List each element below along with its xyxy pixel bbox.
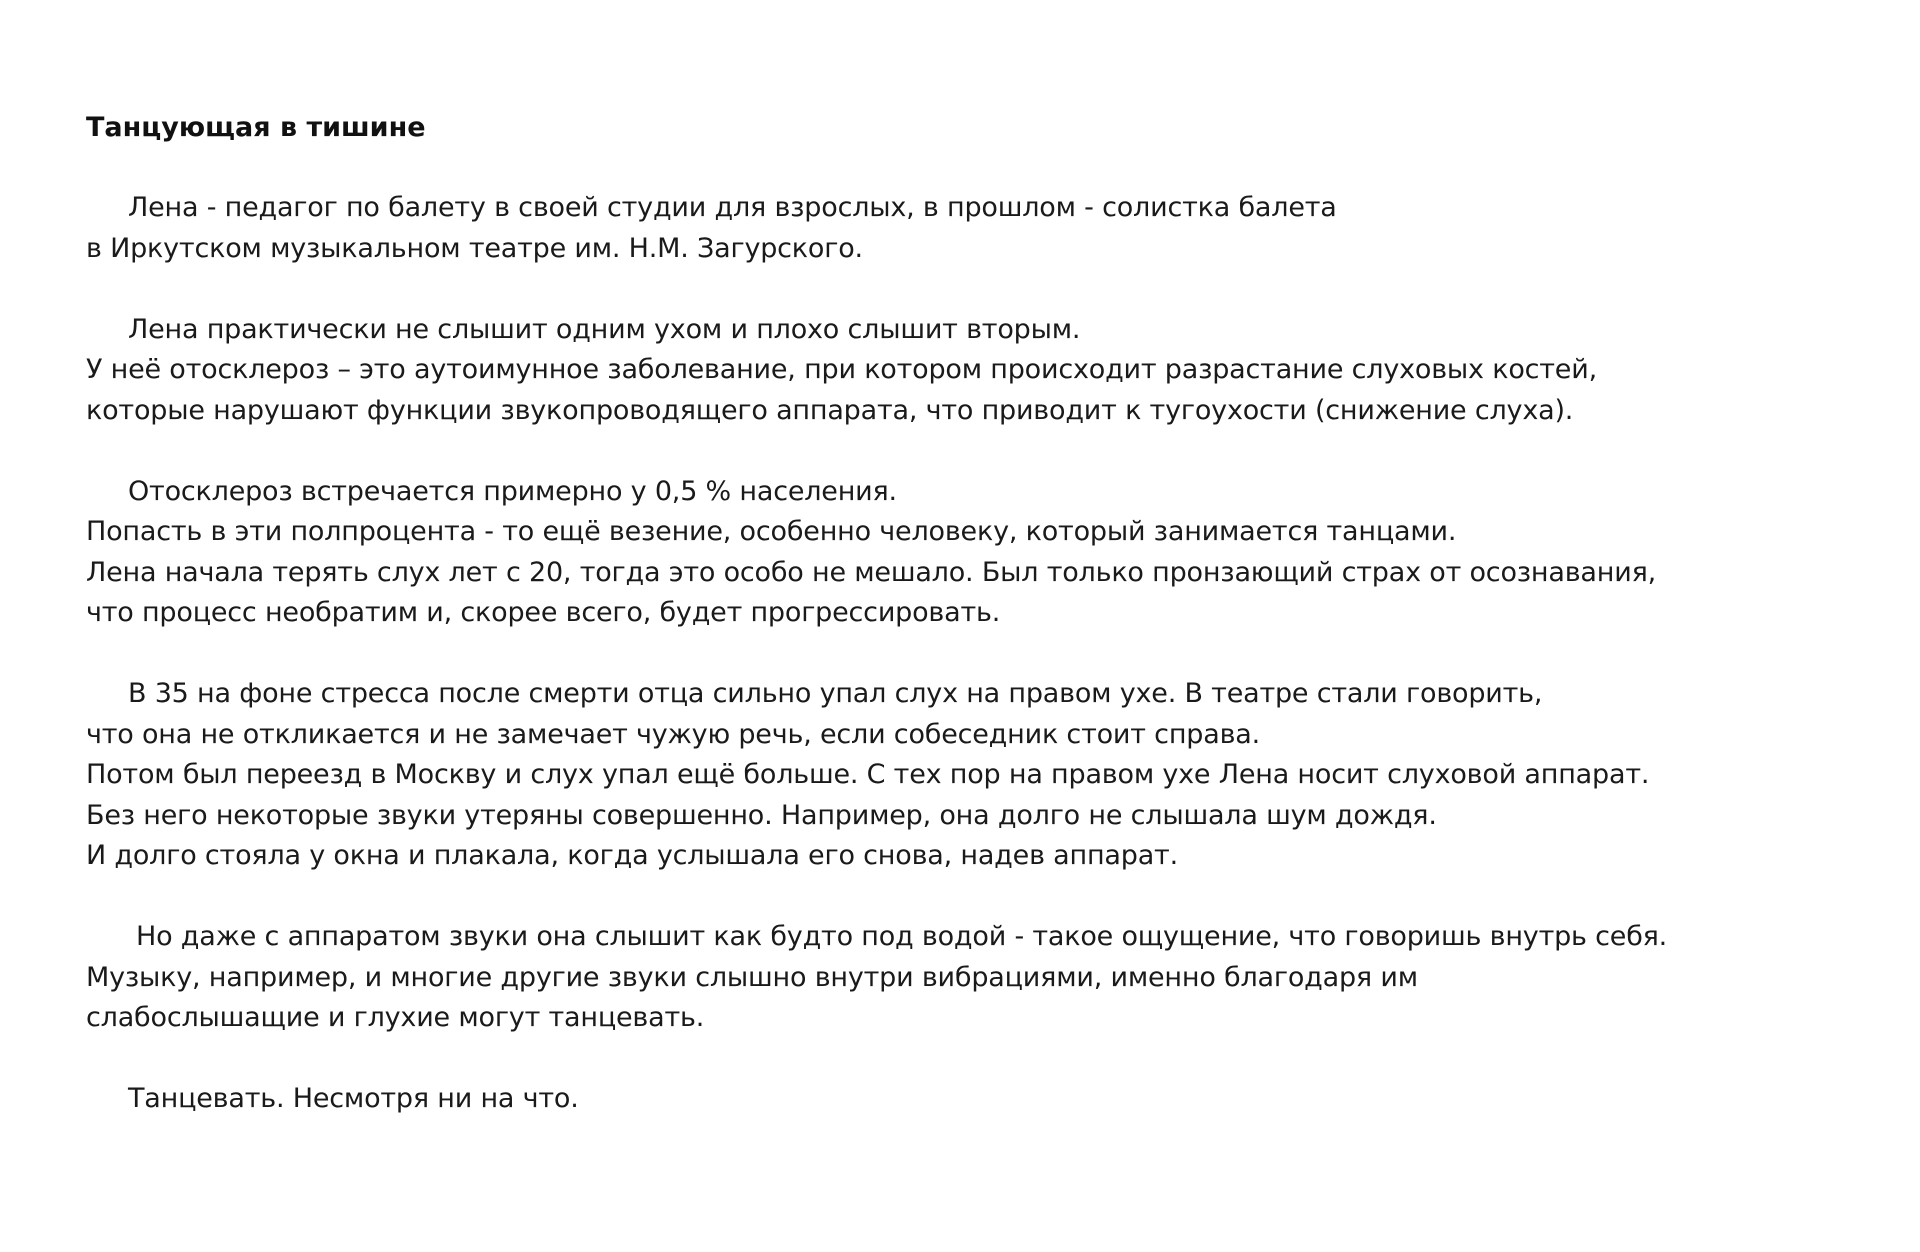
paragraph-4: [86, 674, 1886, 877]
paragraph-line: которые нарушают функции звукопроводящего аппарата, что приводит к тугоухости (снижение слуха).: [86, 394, 1574, 426]
paragraph-3: [86, 472, 1886, 634]
document-title: Танцующая в тишине: [86, 112, 426, 143]
paragraph-line: У неё отосклероз – это аутоимунное заболевание, при котором происходит разрастание слуховых костей,: [86, 354, 1597, 385]
paragraph-line: Без него некоторые звуки утеряны совершенно. Например, она долго не слышала шум дождя.: [86, 799, 1437, 831]
paragraph-2: [86, 310, 1886, 432]
paragraph-line: Отосклероз встречается примерно у 0,5 % населения.: [128, 475, 897, 507]
paragraph-line: Лена начала терять слух лет с 20, тогда это особо не мешало. Был только пронзающий страх от осознавания,: [86, 556, 1656, 588]
paragraph-line: Но даже с аппаратом звуки она слышит как будто под водой - такое ощущение, что говоришь внутрь себя.: [136, 921, 1668, 952]
paragraph-1: [86, 188, 1886, 269]
paragraph-line: Лена - педагог по балету в своей студии для взрослых, в прошлом - солистка балета: [128, 192, 1337, 223]
paragraph-line: Танцевать. Несмотря ни на что.: [128, 1083, 579, 1114]
paragraph-line: И долго стояла у окна и плакала, когда услышала его снова, надев аппарат.: [86, 840, 1178, 871]
paragraph-6: [86, 1079, 1886, 1120]
paragraph-5: [86, 917, 1886, 1039]
paragraph-line: Попасть в эти полпроцента - то ещё везение, особенно человеку, который занимается танцами.: [86, 516, 1457, 547]
paragraph-line: Потом был переезд в Москву и слух упал ещё больше. С тех пор на правом ухе Лена носит слуховой аппарат.: [86, 759, 1650, 790]
document-body: [86, 108, 1886, 1160]
paragraph-line: Лена практически не слышит одним ухом и плохо слышит вторым.: [128, 313, 1081, 345]
paragraph-line: в Иркутском музыкальном театре им. Н.М. Загурского.: [86, 232, 863, 264]
paragraph-line: что процесс необратим и, скорее всего, будет прогрессировать.: [86, 597, 1001, 628]
paragraph-line: Музыку, например, и многие другие звуки слышно внутри вибрациями, именно благодаря им: [86, 961, 1418, 993]
paragraph-line: слабослышащие и глухие могут танцевать.: [86, 1002, 705, 1033]
paragraph-line: что она не откликается и не замечает чужую речь, если собеседник стоит справа.: [86, 718, 1261, 750]
paragraph-line: В 35 на фоне стресса после смерти отца сильно упал слух на правом ухе. В театре стали говорить,: [128, 678, 1543, 709]
